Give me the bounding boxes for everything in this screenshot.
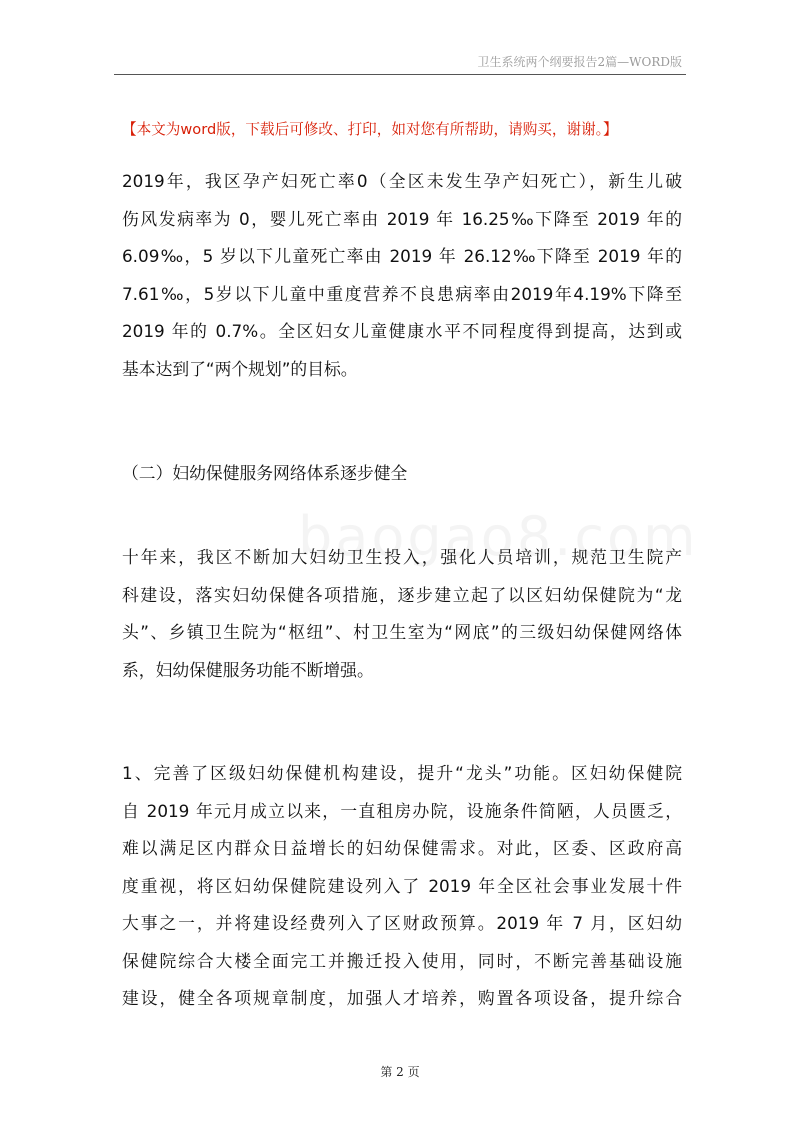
text-line: 2019年，我区孕产妇死亡率0（全区未发生孕产妇死亡），新生儿破 xyxy=(122,171,682,191)
text-line: 保健院综合大楼全面完工并搬迁投入使用，同时，不断完善基础设施 xyxy=(122,950,682,971)
text-line: 十年来，我区不断加大妇幼卫生投入，强化人员培训，规范卫生院产 xyxy=(122,547,682,567)
header-rule xyxy=(114,74,686,75)
paragraph-district-institution xyxy=(122,755,682,1018)
download-notice: 【本文为word版，下载后可修改、打印，如对您有所帮助，请购买，谢谢。】 xyxy=(122,121,618,138)
text-line: 7.61‰，5岁以下儿童中重度营养不良患病率由2019年4.19%下降至 xyxy=(122,283,682,304)
text-line: 系，妇幼保健服务功能不断增强。 xyxy=(122,659,374,680)
text-line: （二）妇幼保健服务网络体系逐步健全 xyxy=(122,463,408,483)
running-header: 卫生系统两个纲要报告2篇—WORD版 xyxy=(477,55,682,69)
text-line: 基本达到了“两个规划”的目标。 xyxy=(122,358,358,379)
text-line: 2019 年的 0.7%。全区妇女儿童健康水平不同程度得到提高，达到或 xyxy=(122,321,682,341)
text-line: 1、完善了区级妇幼保健机构建设，提升“龙头”功能。区妇幼保健院 xyxy=(122,763,682,783)
paragraph-network-overview xyxy=(122,539,682,689)
text-line: 头”、乡镇卫生院为“枢纽”、村卫生室为“网底”的三级妇幼保健网络体 xyxy=(122,622,682,642)
section-heading xyxy=(122,455,682,493)
text-line: 建设，健全各项规章制度，加强人才培养，购置各项设备，提升综合 xyxy=(122,988,682,1008)
text-line: 大事之一，并将建设经费列入了区财政预算。2019 年 7 月，区妇幼 xyxy=(122,913,682,933)
text-line: 伤风发病率为 0，婴儿死亡率由 2019 年 16.25‰下降至 2019 年的 xyxy=(122,208,682,229)
text-line: 6.09‰，5 岁以下儿童死亡率由 2019 年 26.12‰下降至 2019 年的 xyxy=(122,246,682,266)
text-line: 科建设，落实妇幼保健各项措施，逐步建立起了以区妇幼保健院为“龙 xyxy=(122,584,682,605)
text-line: 度重视，将区妇幼保健院建设列入了 2019 年全区社会事业发展十件 xyxy=(122,875,682,896)
page-number: 第 2 页 xyxy=(380,1065,420,1079)
text-line: 自 2019 年元月成立以来，一直租房办院，设施条件简陋，人员匮乏， xyxy=(122,800,682,821)
text-line: 难以满足区内群众日益增长的妇幼保健需求。对此，区委、区政府高 xyxy=(122,838,682,858)
paragraph-health-statistics xyxy=(122,163,682,388)
